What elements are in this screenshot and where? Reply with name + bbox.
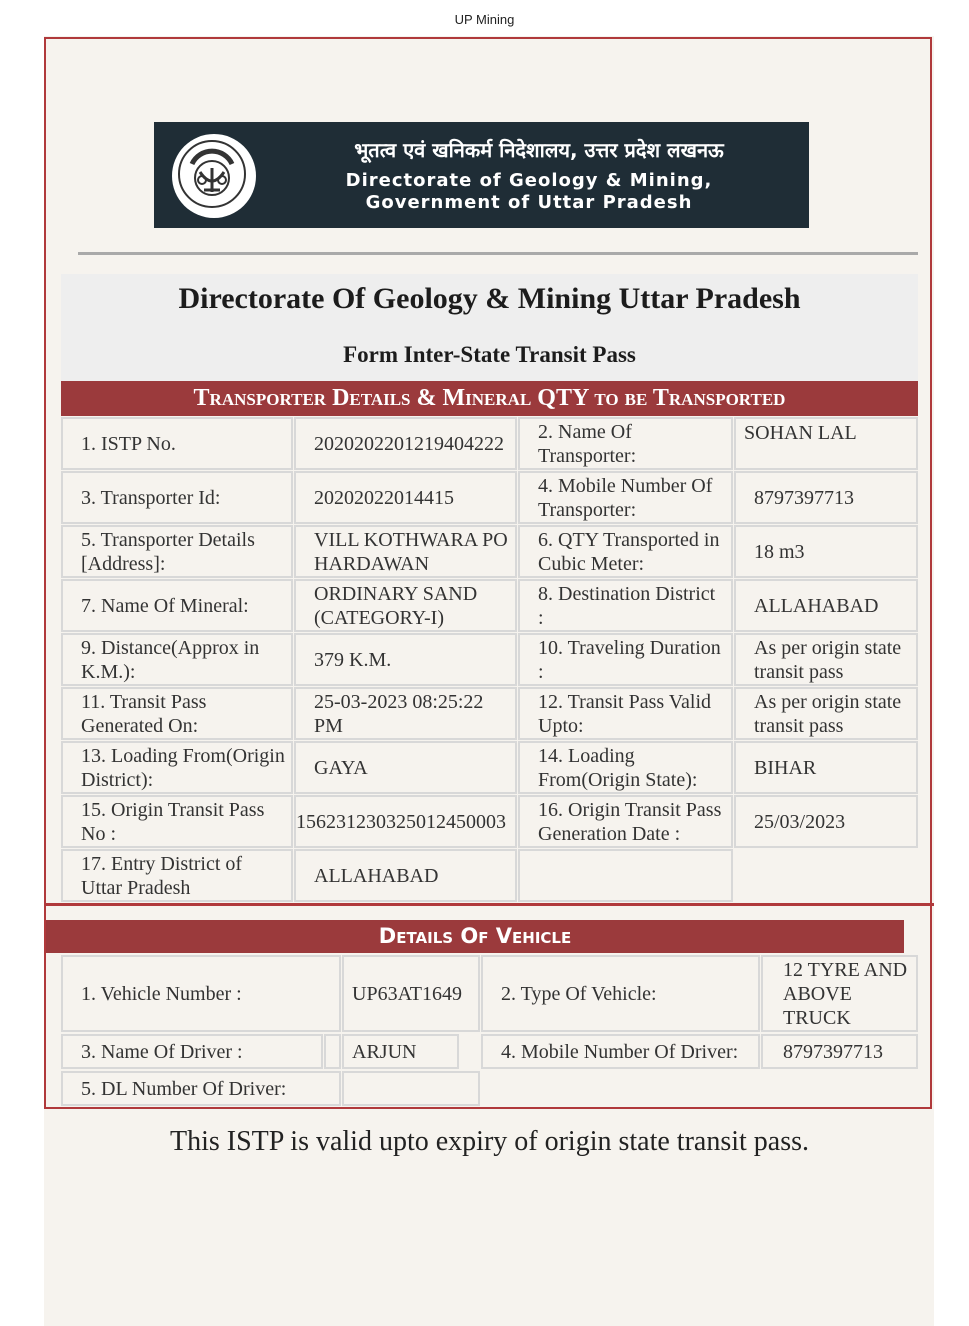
- table-label: 16. Origin Transit Pass Generation Date :: [518, 795, 733, 848]
- table-label: 3. Transporter Id:: [61, 471, 293, 524]
- table-empty-cell: [518, 849, 733, 902]
- table-label: 4. Mobile Number Of Transporter:: [518, 471, 733, 524]
- table-value: As per origin state transit pass: [734, 633, 918, 686]
- table-value: 379 K.M.: [294, 633, 517, 686]
- table-value: 18 m3: [734, 525, 918, 578]
- table-label: 10. Traveling Duration :: [518, 633, 733, 686]
- up-government-emblem-icon: [172, 134, 256, 218]
- section-divider: [44, 903, 934, 906]
- table-value: SOHAN LAL: [734, 417, 918, 470]
- table-label: 9. Distance(Approx in K.M.):: [61, 633, 293, 686]
- page-title: Directorate Of Geology & Mining Uttar Pradesh: [178, 282, 801, 315]
- table-label: 2. Name Of Transporter:: [518, 417, 733, 470]
- table-value: 25/03/2023: [734, 795, 918, 848]
- table-value: 20202022014415: [294, 471, 517, 524]
- driver-mobile-value: 8797397713: [761, 1034, 918, 1069]
- table-value: VILL KOTHWARA PO HARDAWAN: [294, 525, 517, 578]
- form-title: Form Inter-State Transit Pass: [343, 342, 636, 367]
- table-value: ORDINARY SAND (CATEGORY-I): [294, 579, 517, 632]
- table-value: GAYA: [294, 741, 517, 794]
- table-label: 15. Origin Transit Pass No :: [61, 795, 293, 848]
- table-value: 8797397713: [734, 471, 918, 524]
- table-label: 4. Mobile Number Of Driver:: [481, 1034, 760, 1069]
- table-label: 12. Transit Pass Valid Upto:: [518, 687, 733, 740]
- table-label: 1. Vehicle Number :: [61, 955, 341, 1032]
- table-label: 7. Name Of Mineral:: [61, 579, 293, 632]
- banner-line-1: Directorate of Geology & Mining,: [345, 170, 713, 191]
- table-value: As per origin state transit pass: [734, 687, 918, 740]
- title-box: [61, 274, 918, 382]
- table-value: ALLAHABAD: [294, 849, 517, 902]
- table-label: 5. Transporter Details [Address]:: [61, 525, 293, 578]
- table-empty-cell: [324, 1034, 341, 1069]
- table-label: 3. Name Of Driver :: [61, 1034, 323, 1069]
- table-label: 1. ISTP No.: [61, 417, 293, 470]
- banner-english-title: [284, 170, 774, 214]
- table-value: 156231230325012450003: [294, 795, 517, 848]
- vehicle-section-heading: Details Of Vehicle: [46, 920, 904, 953]
- divider: [78, 252, 918, 255]
- vehicle-type-value: 12 TYRE AND ABOVE TRUCK: [761, 955, 918, 1032]
- validity-note: This ISTP is valid upto expiry of origin state transit pass.: [169, 1126, 809, 1157]
- table-label: 6. QTY Transported in Cubic Meter:: [518, 525, 733, 578]
- table-value: BIHAR: [734, 741, 918, 794]
- table-value: 25-03-2023 08:25:22 PM: [294, 687, 517, 740]
- table-label: 11. Transit Pass Generated On:: [61, 687, 293, 740]
- vehicle-number-value: UP63AT1649: [342, 955, 480, 1032]
- table-label: 5. DL Number Of Driver:: [61, 1071, 341, 1106]
- dl-number-value: [342, 1071, 480, 1106]
- driver-name-value: ARJUN: [342, 1034, 459, 1069]
- table-label: 2. Type Of Vehicle:: [481, 955, 760, 1032]
- table-label: 8. Destination District :: [518, 579, 733, 632]
- banner-hindi-title: भूतत्व एवं खनिकर्म निदेशालय, उत्तर प्रदेश लखनऊ: [354, 138, 724, 162]
- table-label: 17. Entry District of Uttar Pradesh: [61, 849, 293, 902]
- transporter-section-heading: Transporter Details & Mineral QTY to be Transported: [61, 381, 918, 416]
- page-header-label: UP Mining: [454, 12, 515, 27]
- table-value: ALLAHABAD: [734, 579, 918, 632]
- table-value: 2020202201219404222: [294, 417, 517, 470]
- table-label: 14. Loading From(Origin State):: [518, 741, 733, 794]
- table-label: 13. Loading From(Origin District):: [61, 741, 293, 794]
- banner-line-2: Government of Uttar Pradesh: [365, 192, 693, 213]
- department-banner: [154, 122, 809, 228]
